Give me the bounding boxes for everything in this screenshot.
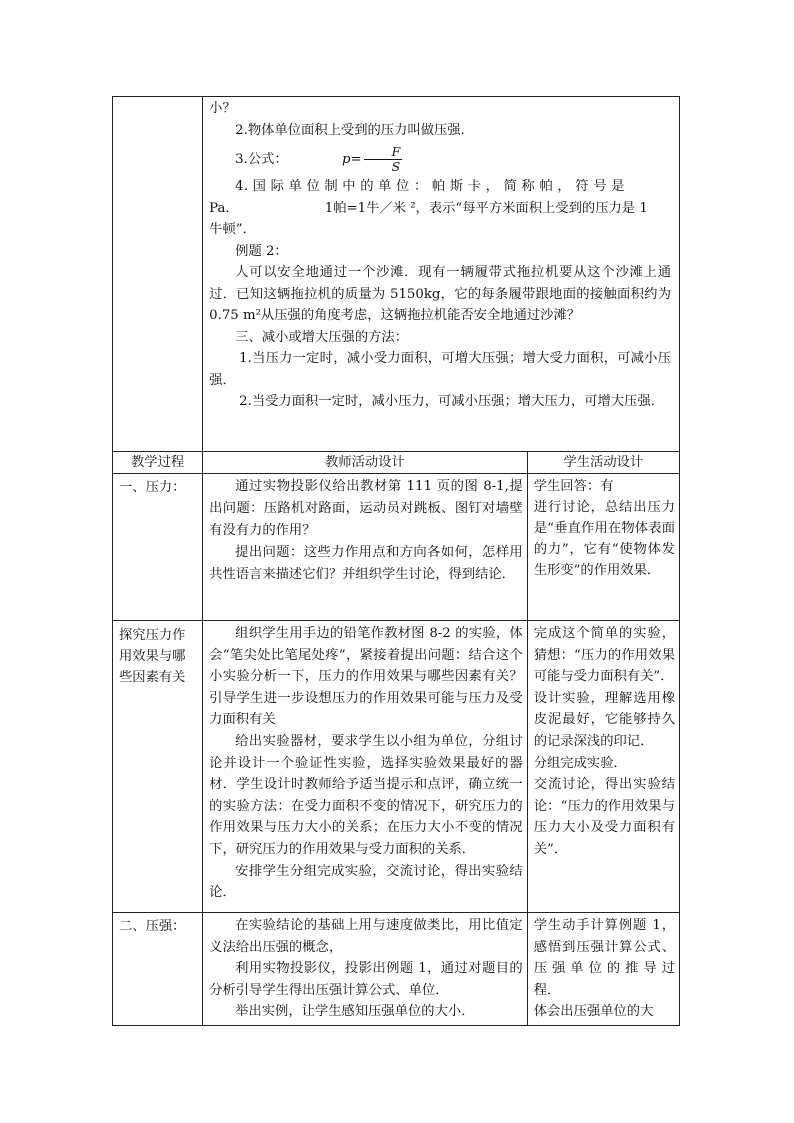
top-content-cell [203, 97, 680, 452]
formula-numerator: F [364, 145, 403, 160]
formula-label: 3.公式： [235, 152, 288, 167]
row-pressure-label-cell [113, 474, 203, 621]
formula-fraction [364, 145, 403, 174]
row-intensity-label: 二、压强： [119, 919, 186, 934]
header-teacher: 教师活动设计 [203, 452, 528, 474]
si-unit-definition: 1帕=1牛／米 ²，表示“每平方米面积上受到的压力是 1 [324, 200, 648, 216]
row-pressure-label: 一、压力： [119, 480, 186, 495]
si-unit-line-2 [209, 198, 671, 220]
lesson-plan-table-wrapper [112, 96, 680, 1026]
section-3-title: 三、减小或增大压强的方法： [235, 329, 409, 345]
row-intensity [113, 913, 680, 1026]
row-explore-student-p3: 分组完成实验． [533, 755, 627, 771]
formula-lhs: p= [341, 151, 362, 167]
example-2-body: 人可以安全地通过一个沙滩．现有一辆履带式拖拉机要从这个沙滩上通过．已知这辆拖拉机的质量为 5150kg，它的每条履带跟地面的接触面积约为 0.75 m²从压强的角度考虑，这辆拖拉机能否安全地通过沙滩？ [209, 265, 671, 323]
row-explore-student-cell [527, 621, 679, 913]
row-explore-teacher-p3: 安排学生分组完成实验，交流讨论，得出实验结论． [209, 863, 523, 901]
row-explore-teacher-p2: 给出实验器材，要求学生以小组为单位，分组讨论并设计一个验证性实验，选择实验效果最好的器材．学生设计时教师给予适当提示和点评，确立统一的实验方法：在受力面积不变的情况下，研究压力的作用效果与压力大小的关系；在压力大小不变的情况下，研究压力的作用效果与受力面积的关系． [209, 733, 523, 857]
row-intensity-label-cell [113, 913, 203, 1026]
row-intensity-teacher-p3: 举出实例，让学生感知压强单位的大小． [235, 1004, 475, 1020]
row-explore-teacher-cell [203, 621, 528, 913]
lesson-plan-table [112, 96, 680, 1026]
si-unit-line-1: 4. 国 际 单 位 制 中 的 单 位 ： 帕 斯 卡 ， 简 称 帕 ， 符 号 是 [235, 179, 625, 194]
row-intensity-teacher-p2: 利用实物投影仪，投影出例题 1，通过对题目的分析引导学生得出压强计算公式、单位． [209, 961, 523, 998]
pressure-definition: 2.物体单位面积上受到的压力叫做压强． [235, 122, 474, 138]
top-continuation-row [113, 97, 680, 452]
row-pressure-student-cell [527, 474, 679, 621]
method-2: 2.当受力面积一定时，减小压力，可减小压强；增大压力，可增大压强． [239, 394, 665, 409]
pressure-formula [316, 145, 402, 174]
row-explore-teacher-p1: 组织学生用手边的铅笔作教材图 8-2 的实验，体会“笔尖处比笔尾处疼”，紧接着提出问题：结合这个小实验分析一下，压力的作用效果与哪些因素有关？引导学生进一步设想压力的作用效果可能与压力及受力面积有关 [209, 626, 523, 728]
row-explore-label-cell [113, 621, 203, 913]
row-intensity-student-p1: 学生动手计算例题 1，感悟到压强计算公式、压 强 单 位 的 推 导 过 程． [533, 918, 675, 998]
row-intensity-teacher-cell [203, 913, 528, 1026]
row-intensity-student-cell [527, 913, 679, 1026]
top-p1: 小？ [209, 101, 236, 116]
row-pressure-teacher-p1: 通过实物投影仪给出教材第 111 页的图 8-1,提出问题：压路机对路面，运动员对跳板、图钉对墙壁有没有力的作用？ [209, 479, 523, 538]
header-process: 教学过程 [113, 452, 203, 474]
row-intensity-student-p2: 体会出压强单位的大 [533, 1004, 654, 1020]
row-pressure-student-p1: 学生回答：有 [533, 479, 614, 494]
example-2-title: 例题 2： [235, 243, 288, 259]
header-student: 学生活动设计 [527, 452, 679, 474]
row-explore-student-p2: 设计实验，理解选用橡皮泥最好，它能够持久的记录深浅的印记． [533, 690, 675, 749]
row-intensity-teacher-p1: 在实验结论的基础上用与速度做类比，用比值定义法给出压强的概念， [209, 918, 523, 955]
row-pressure [113, 474, 680, 621]
formula-line [209, 145, 671, 174]
row-explore [113, 621, 680, 913]
method-1: 1.当压力一定时，减小受力面积，可增大压强；增大受力面积，可减小压强． [209, 351, 671, 388]
row-pressure-teacher-cell [203, 474, 528, 621]
formula-denominator: S [391, 159, 401, 174]
top-left-empty-cell [113, 97, 203, 452]
row-pressure-teacher-p2: 提出问题：这些力作用点和方向各如何，怎样用共性语言来描述它们？并组织学生讨论，得到结论． [209, 545, 523, 582]
header-row [113, 452, 680, 474]
row-explore-student-p4: 交流讨论，得出实验结论：“压力的作用效果与压力大小及受力面积有关”． [533, 777, 675, 857]
si-unit-symbol: Pa． [209, 200, 239, 216]
row-explore-label: 探究压力作用效果与哪些因素有关 [119, 628, 186, 685]
row-pressure-student-p2: 进行讨论，总结出压力是“垂直作用在物体表面的力”，它有“使物体发生形变”的作用效果． [533, 500, 675, 578]
row-explore-student-p1: 完成这个简单的实验，猜想：“压力的作用效果可能与受力面积有关”． [533, 626, 675, 685]
si-unit-line-3: 牛顿”． [209, 222, 256, 237]
